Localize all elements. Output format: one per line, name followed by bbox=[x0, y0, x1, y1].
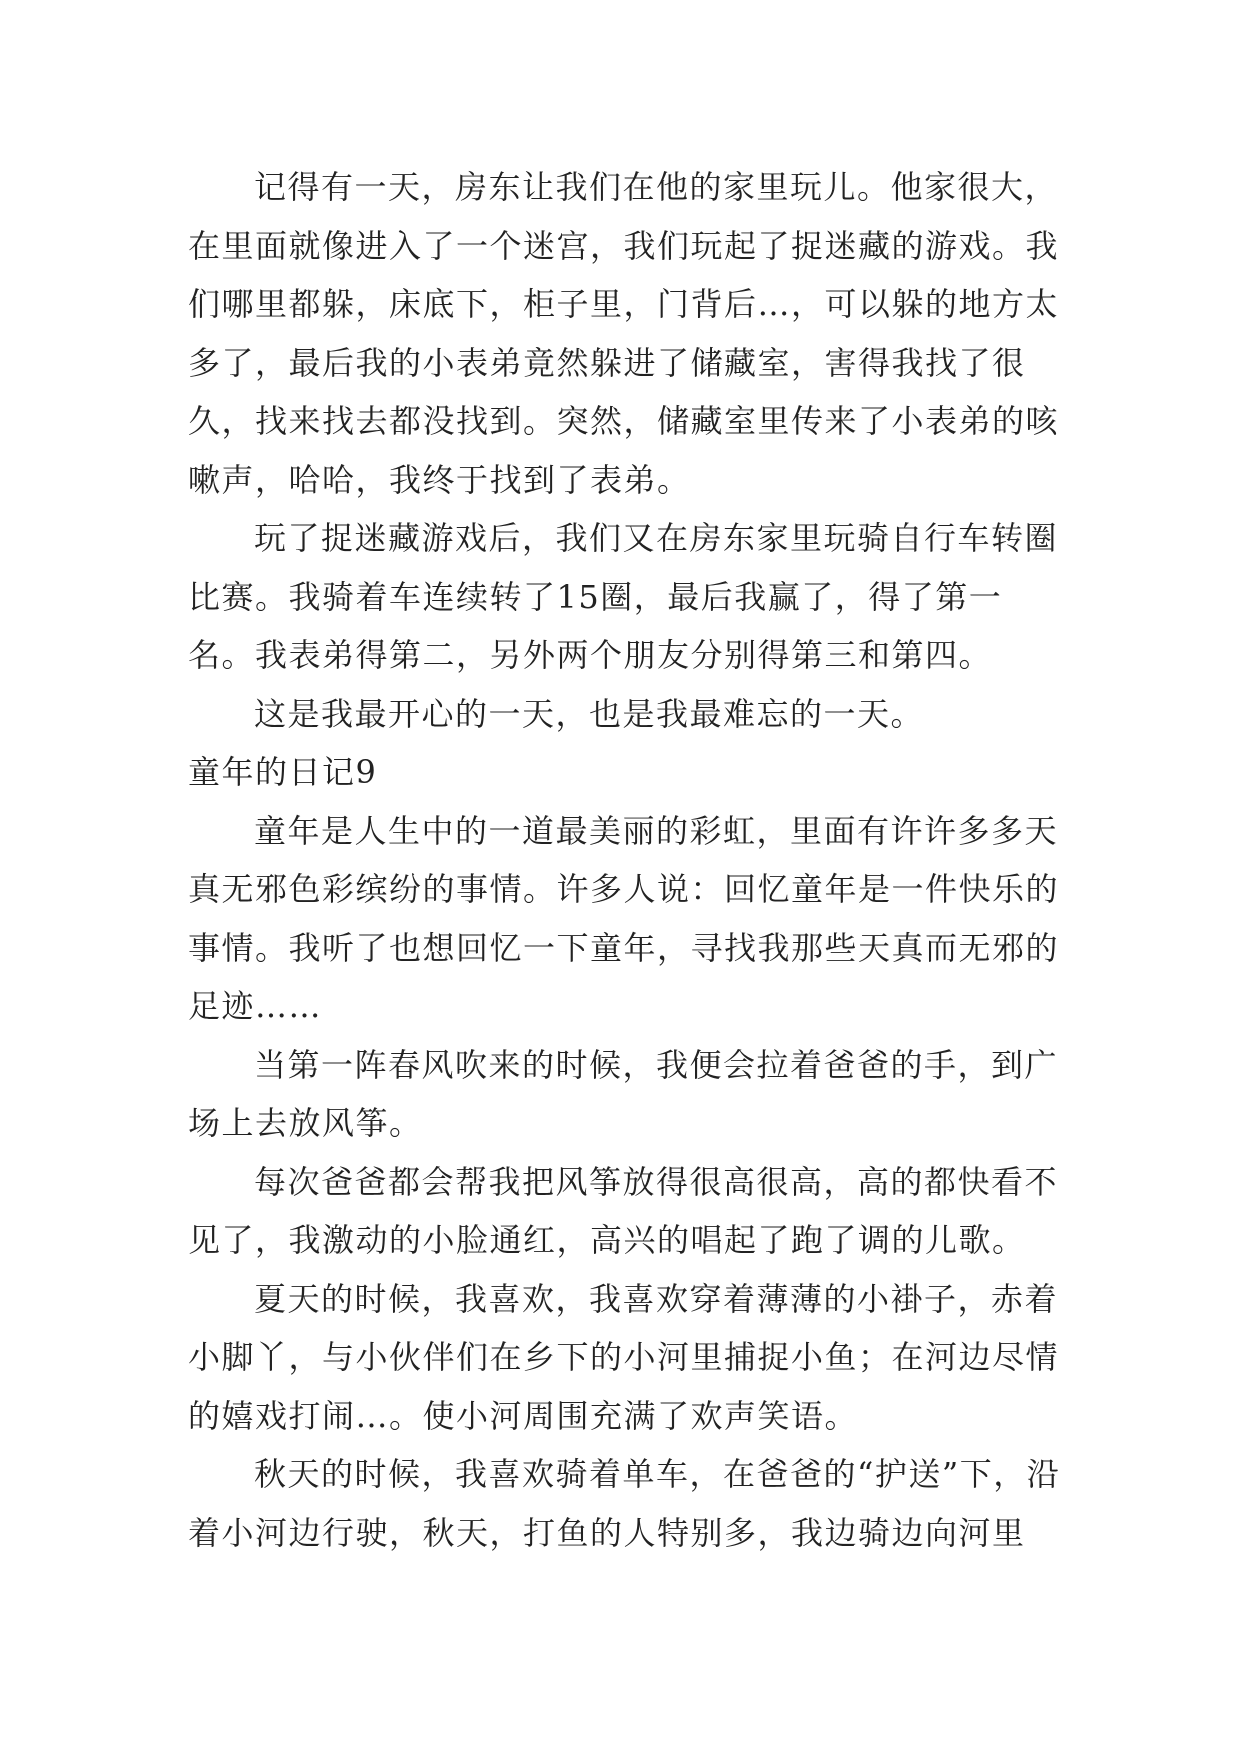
document-body bbox=[188, 158, 1068, 1562]
paragraph-hide-and-seek: 记得有一天，房东让我们在他的家里玩儿。他家很大，在里面就像进入了一个迷宫，我们玩起了捉迷藏的游戏。我们哪里都躲，床底下，柜子里，门背后…，可以躲的地方太多了，最后我的小表弟竟然躲进了储藏室，害得我找了很久，找来找去都没找到。突然，储藏室里传来了小表弟的咳嗽声，哈哈，我终于找到了表弟。 bbox=[188, 168, 1060, 499]
paragraph-spring-kite: 当第一阵春风吹来的时候，我便会拉着爸爸的手，到广场上去放风筝。 bbox=[188, 1045, 1059, 1142]
paragraph-bike-race: 玩了捉迷藏游戏后，我们又在房东家里玩骑自行车转圈比赛。我骑着车连续转了15圈，最后我赢了，得了第一名。我表弟得第二，另外两个朋友分别得第三和第四。 bbox=[188, 519, 1059, 674]
paragraph-happiest-day: 这是我最开心的一天，也是我最难忘的一天。 bbox=[254, 694, 925, 733]
paragraph-kite-high: 每次爸爸都会帮我把风筝放得很高很高，高的都快看不见了，我激动的小脸通红，高兴的唱起了跑了调的儿歌。 bbox=[188, 1162, 1059, 1259]
section-heading: 童年的日记9 bbox=[188, 753, 378, 791]
paragraph-summer: 夏天的时候，我喜欢，我喜欢穿着薄薄的小褂子，赤着小脚丫，与小伙伴们在乡下的小河里捕捉小鱼；在河边尽情的嬉戏打闹…。使小河周围充满了欢声笑语。 bbox=[188, 1279, 1060, 1435]
paragraph-autumn: 秋天的时候，我喜欢骑着单车，在爸爸的“护送”下，沿着小河边行驶，秋天，打鱼的人特别多，我边骑边向河里 bbox=[188, 1455, 1061, 1552]
paragraph-childhood-rainbow: 童年是人生中的一道最美丽的彩虹，里面有许许多多天真无邪色彩缤纷的事情。许多人说：回忆童年是一件快乐的事情。我听了也想回忆一下童年，寻找我那些天真而无邪的足迹…… bbox=[188, 811, 1060, 1025]
